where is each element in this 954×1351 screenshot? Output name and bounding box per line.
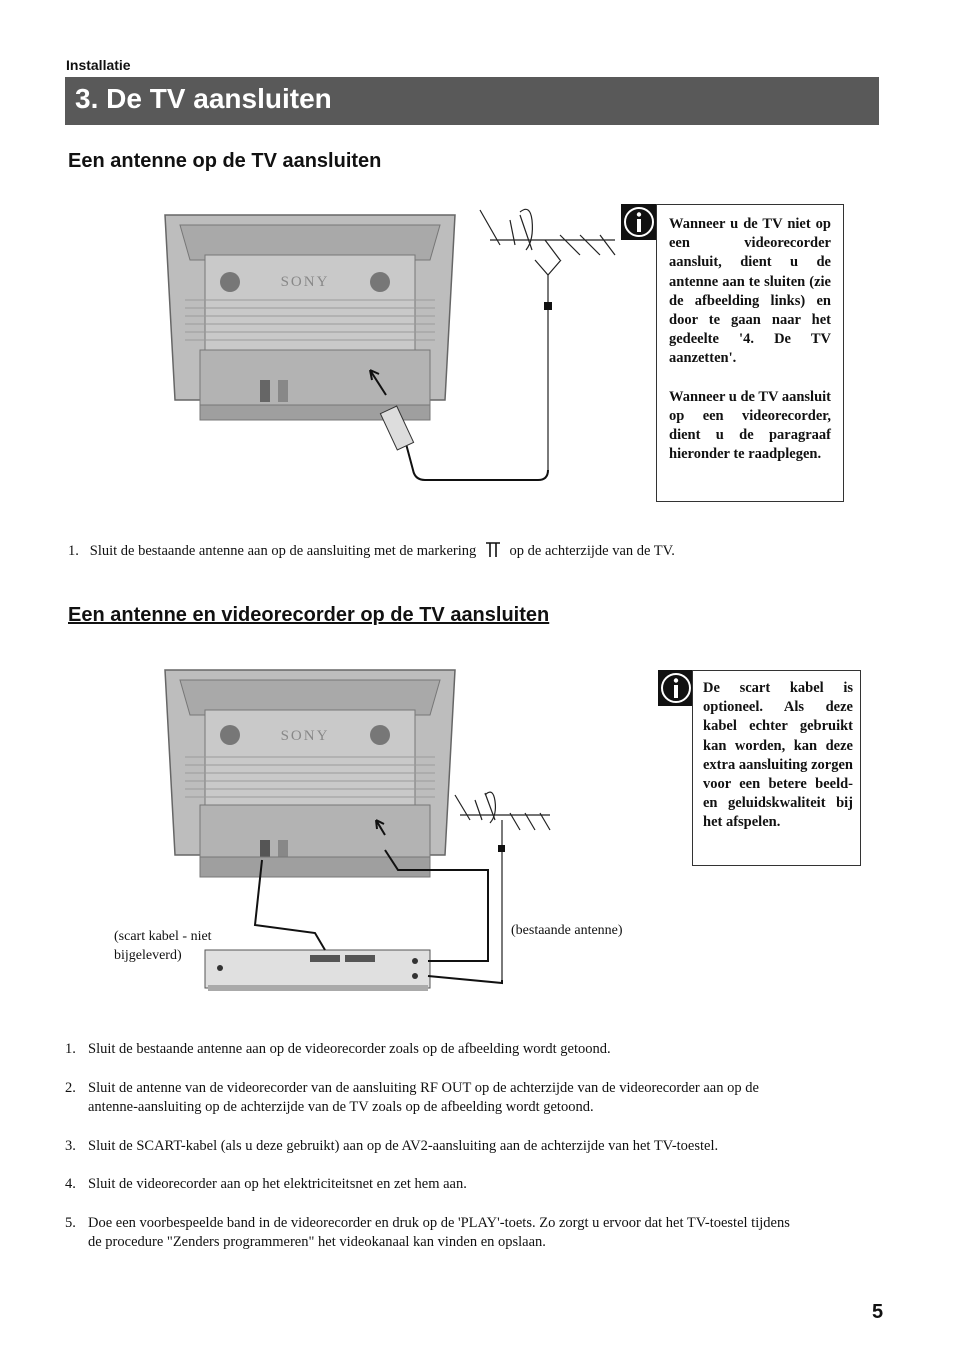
info-icon — [658, 670, 694, 706]
callout-existing-antenna: (bestaande antenne) — [511, 923, 623, 938]
step-text: op de achterzijde van de TV. — [509, 543, 675, 559]
steps-list — [0, 1040, 800, 1272]
list-item — [0, 1040, 800, 1060]
page-title: 3. De TV aansluiten — [75, 83, 332, 114]
info-note-paragraph: De scart kabel is optioneel. Als deze kabel echter gebruikt kan worden, kan deze extra aansluiting zorgen voor een betere beeld- en geluidskwaliteit bij het afspelen. — [703, 680, 853, 831]
tv-brand-label: SONY — [280, 728, 330, 744]
tv-back-illustration — [165, 215, 455, 420]
info-note-paragraph: Wanneer u de TV aansluit op een videorecorder, dient u de paragraaf hieronder te raadplegen. — [669, 388, 831, 463]
step-text: Sluit de antenne van de videorecorder van de aansluiting RF OUT op de achterzijde van de videorecorder aan op de antenne-aansluiting op de achterzijde van de TV zoals op de afbeelding wordt getoond. — [88, 1079, 759, 1115]
step-number: 2. — [65, 1079, 76, 1096]
antenna-junction — [544, 302, 552, 310]
info-note-antenna — [656, 204, 844, 502]
tv-brand-label: SONY — [280, 274, 330, 290]
step-number: 5. — [65, 1214, 76, 1231]
step-number: 1. — [68, 543, 79, 559]
list-item — [0, 1175, 800, 1195]
step-text: Sluit de videorecorder aan op het elektriciteitsnet en zet hem aan. — [88, 1176, 467, 1192]
info-icon — [621, 204, 657, 240]
step-text: Doe een voorbespeelde band in de videorecorder en druk op de 'PLAY'-toets. Zo zorgt u ervoor dat het TV-toestel tijdens de procedure "Zenders programmeren" het videokanaal kan vinden en opslaan. — [88, 1214, 790, 1250]
step-number: 4. — [65, 1176, 76, 1192]
info-note-paragraph: Wanneer u de TV niet op een videorecorder aansluit, dient u de antenne aan te sluiten (zie de afbeelding links) en door te gaan naar het gedeelte '4. De TV aanzetten'. — [669, 216, 831, 367]
list-item — [0, 1137, 800, 1157]
antenna-cable — [405, 440, 548, 480]
step-text: Sluit de bestaande antenne aan op de aansluiting met de markering — [89, 543, 477, 559]
list-item — [0, 1079, 800, 1118]
page-number: 5 — [872, 1301, 884, 1323]
step-antenna — [68, 541, 675, 560]
callout-scart-cable: (scart kabel - niet bijgeleverd) — [114, 929, 212, 963]
heading-antenna-vcr-tv: Een antenne en videorecorder op de TV aansluiten — [68, 604, 550, 626]
antenna-illustration — [480, 209, 615, 470]
info-note-scart — [692, 670, 861, 866]
step-text: Sluit de bestaande antenne aan op de videorecorder zoals op de afbeelding wordt getoond. — [88, 1041, 611, 1057]
step-text: Sluit de SCART-kabel (als u deze gebruikt) aan op de AV2-aansluiting aan de achterzijde van het TV-toestel. — [88, 1137, 719, 1154]
list-item — [0, 1214, 800, 1253]
antenna-illustration — [455, 792, 550, 980]
tv-antenna-figure — [160, 200, 620, 500]
step-number: 1. — [65, 1041, 76, 1057]
section-label: Installatie — [66, 57, 131, 73]
antenna-symbol-icon — [484, 541, 502, 559]
step-number: 3. — [65, 1137, 76, 1154]
heading-antenna-tv: Een antenne op de TV aansluiten — [68, 150, 382, 172]
tv-back-illustration — [165, 670, 455, 877]
title-bar — [65, 77, 879, 125]
